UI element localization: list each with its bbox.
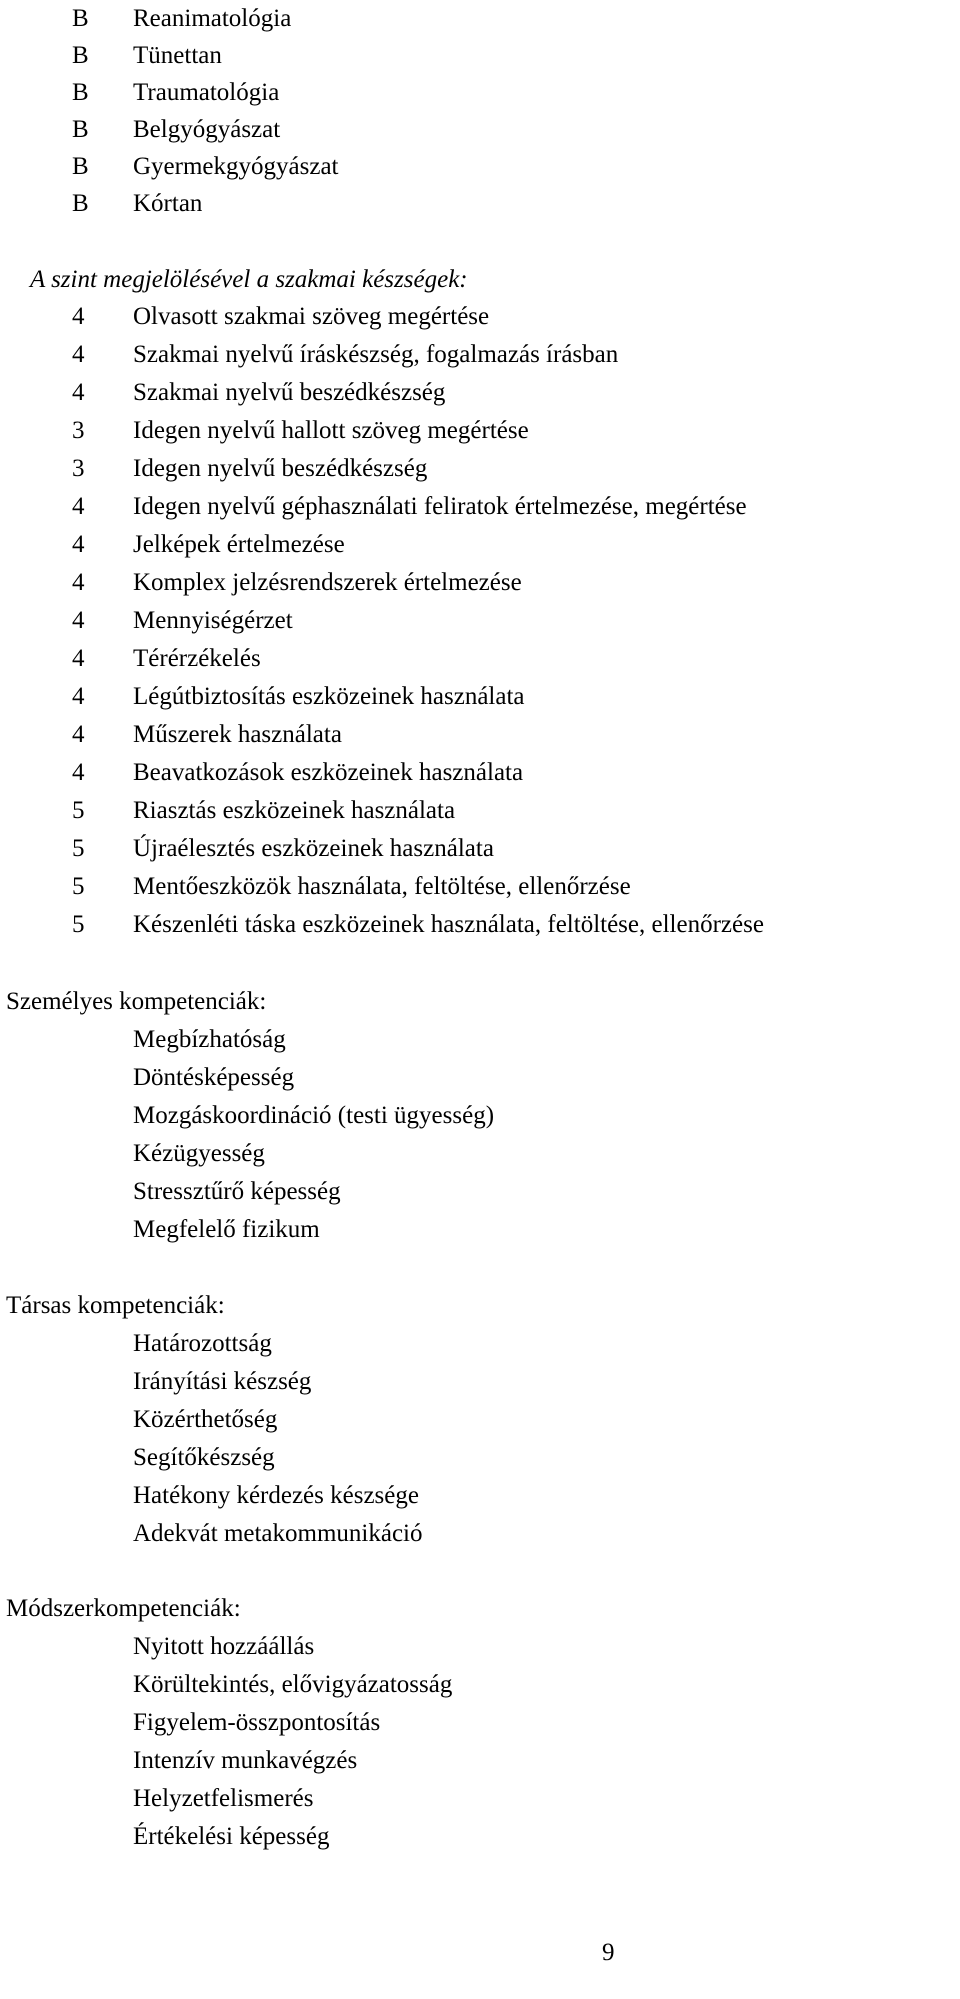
subject-label: Gyermekgyógyászat [133,153,339,180]
skill-level: 4 [72,721,85,748]
skill-level: 3 [72,455,85,482]
skill-level: 4 [72,645,85,672]
personal-heading: Személyes kompetenciák: [6,988,267,1015]
competency-item: Döntésképesség [133,1064,295,1091]
subject-grade: B [72,5,89,32]
subject-label: Traumatológia [133,79,280,106]
skill-label: Mentőeszközök használata, feltöltése, ellenőrzése [133,873,631,900]
subject-grade: B [72,153,89,180]
competency-item: Közérthetőség [133,1406,278,1433]
skill-level: 4 [72,341,85,368]
skill-level: 3 [72,417,85,444]
competency-item: Stressztűrő képesség [133,1178,341,1205]
skill-label: Olvasott szakmai szöveg megértése [133,303,490,330]
skill-level: 4 [72,607,85,634]
social-heading: Társas kompetenciák: [6,1292,225,1319]
skill-label: Jelképek értelmezése [133,531,345,558]
competency-item: Értékelési képesség [133,1823,330,1850]
subject-grade: B [72,42,89,69]
skill-level: 5 [72,797,85,824]
subject-grade: B [72,79,89,106]
subject-label: Belgyógyászat [133,116,281,143]
skill-label: Térérzékelés [133,645,261,672]
subject-grade: B [72,116,89,143]
skill-label: Szakmai nyelvű beszédkészség [133,379,446,406]
skill-label: Idegen nyelvű géphasználati feliratok értelmezése, megértése [133,493,747,520]
skill-level: 5 [72,835,85,862]
competency-item: Kézügyesség [133,1140,265,1167]
competency-item: Segítőkészség [133,1444,275,1471]
competency-item: Nyitott hozzáállás [133,1633,315,1660]
skill-label: Idegen nyelvű beszédkészség [133,455,428,482]
skill-label: Beavatkozások eszközeinek használata [133,759,524,786]
skill-level: 4 [72,759,85,786]
skills-heading: A szint megjelölésével a szakmai készségek: [30,266,468,293]
skill-level: 4 [72,379,85,406]
subject-label: Reanimatológia [133,5,292,32]
skill-label: Műszerek használata [133,721,342,748]
skill-level: 4 [72,569,85,596]
skill-level: 4 [72,303,85,330]
competency-item: Hatékony kérdezés készsége [133,1482,419,1509]
skill-label: Komplex jelzésrendszerek értelmezése [133,569,522,596]
skill-label: Szakmai nyelvű íráskészség, fogalmazás írásban [133,341,619,368]
skill-label: Mennyiségérzet [133,607,293,634]
skill-level: 4 [72,683,85,710]
competency-item: Irányítási készség [133,1368,312,1395]
competency-item: Mozgáskoordináció (testi ügyesség) [133,1102,495,1129]
subject-label: Kórtan [133,190,203,217]
competency-item: Körültekintés, elővigyázatosság [133,1671,453,1698]
competency-item: Helyzetfelismerés [133,1785,314,1812]
skill-level: 5 [72,873,85,900]
skill-level: 4 [72,531,85,558]
competency-item: Megfelelő fizikum [133,1216,320,1243]
skill-level: 4 [72,493,85,520]
skill-level: 5 [72,911,85,938]
page-number: 9 [602,1939,615,1966]
competency-item: Megbízhatóság [133,1026,286,1053]
skill-label: Idegen nyelvű hallott szöveg megértése [133,417,529,444]
method-heading: Módszerkompetenciák: [6,1595,241,1622]
competency-item: Figyelem-összpontosítás [133,1709,381,1736]
subject-label: Tünettan [133,42,222,69]
competency-item: Intenzív munkavégzés [133,1747,358,1774]
skill-label: Légútbiztosítás eszközeinek használata [133,683,525,710]
competency-item: Adekvát metakommunikáció [133,1520,423,1547]
skill-label: Riasztás eszközeinek használata [133,797,456,824]
skill-label: Készenléti táska eszközeinek használata, feltöltése, ellenőrzése [133,911,764,938]
competency-item: Határozottság [133,1330,272,1357]
skill-label: Újraélesztés eszközeinek használata [133,835,494,862]
subject-grade: B [72,190,89,217]
